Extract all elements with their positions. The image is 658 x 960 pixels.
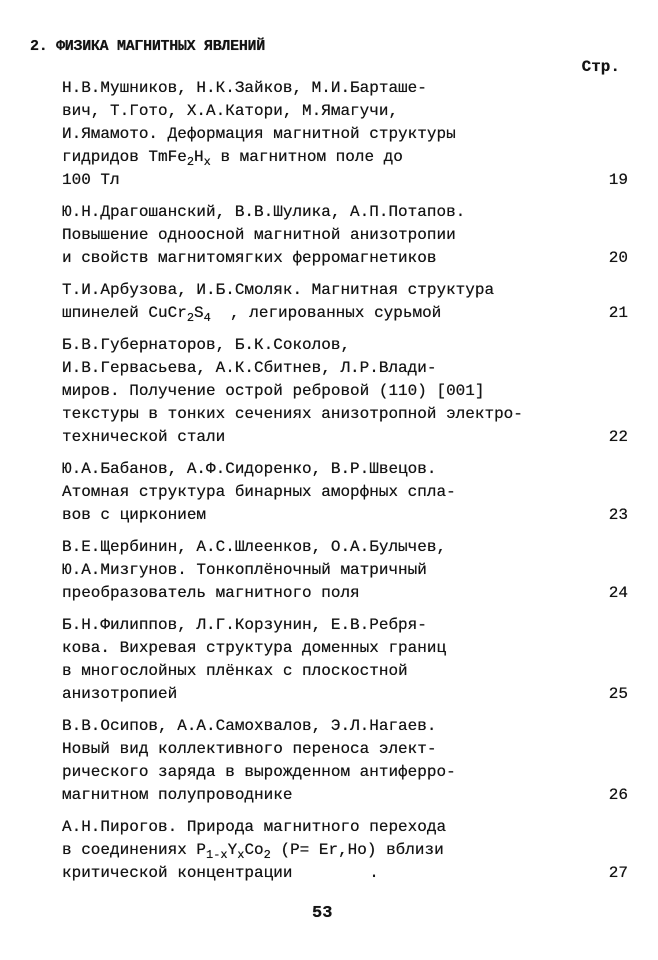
entry-text: Ю.А.Бабанов, А.Ф.Сидоренко, В.Р.Швецов. (62, 460, 437, 478)
entry-line (62, 481, 628, 504)
entry-text: магнитном полупроводнике (62, 786, 293, 804)
entry-page-number: 22 (608, 428, 628, 446)
entry-page-number: 24 (608, 584, 628, 602)
entry-page-number: 23 (608, 506, 628, 524)
entry-text: , легированных сурьмой (210, 304, 442, 322)
subscript-text: x (203, 155, 211, 169)
entry-text: технической стали (62, 428, 226, 446)
entry-line (62, 504, 628, 527)
toc-entry (62, 458, 628, 527)
entry-text: Атомная структура бинарных аморфных спла- (62, 483, 456, 501)
entry-text: В.В.Осипов, А.А.Самохвалов, Э.Л.Нагаев. (62, 717, 437, 735)
entry-line (62, 660, 628, 683)
entry-text: и свойств магнитомягких ферромагнетиков (62, 249, 437, 267)
entry-page-number: 20 (608, 249, 628, 267)
entry-text: (P= Er,Ho) вблизи (270, 841, 444, 859)
subscript-text: 2 (186, 311, 195, 325)
entry-page-number: 21 (608, 304, 628, 322)
entry-line (62, 302, 628, 325)
entry-line (62, 536, 628, 559)
entry-text: А.Н.Пирогов. Природа магнитного перехода (62, 818, 447, 836)
toc-entry (62, 536, 628, 605)
entry-text: Б.В.Губернаторов, Б.К.Соколов, (62, 336, 351, 354)
entry-line (62, 738, 628, 761)
entry-line (62, 224, 628, 247)
page-number: 53 (312, 904, 333, 923)
entry-text: в соединениях P (62, 841, 207, 859)
entry-text: И.Ямамото. Деформация магнитной структуры (62, 125, 456, 143)
entry-line (62, 279, 628, 302)
entry-line (62, 247, 628, 270)
entry-line (62, 380, 628, 403)
entry-line (62, 334, 628, 357)
entry-text: Повышение одноосной магнитной анизотропии (62, 226, 456, 244)
entry-text: Co (244, 841, 264, 859)
toc-entry (62, 77, 628, 192)
entry-line (62, 357, 628, 380)
entry-line (62, 426, 628, 449)
subscript-text: 2 (186, 155, 195, 169)
entry-text: И.В.Гервасьева, А.К.Сбитнев, Л.Р.Влади- (62, 359, 437, 377)
entry-line (62, 100, 628, 123)
subscript-text: 4 (203, 311, 211, 325)
entry-text: вич, Т.Гото, Х.А.Катори, М.Ямагучи, (62, 102, 399, 120)
entry-text: миров. Получение острой ребровой (110) [001] (62, 382, 485, 400)
entry-text: В.Е.Щербинин, А.С.Шлеенков, О.А.Булычев, (62, 538, 447, 556)
entry-line (62, 458, 628, 481)
toc-entry (62, 715, 628, 807)
entry-text: Т.И.Арбузова, И.Б.Смоляк. Магнитная структура (62, 281, 495, 299)
entry-text: гидридов TmFe (62, 148, 187, 166)
subscript-text: 2 (263, 848, 271, 862)
entry-text: преобразователь магнитного поля (62, 584, 360, 602)
entry-line (62, 559, 628, 582)
entry-text: кова. Вихревая структура доменных границ (62, 639, 447, 657)
entry-line (62, 582, 628, 605)
toc-entry (62, 201, 628, 270)
entry-text: вов с цирконием (62, 506, 207, 524)
entry-text: Н.В.Мушников, Н.К.Зайков, М.И.Барташе- (62, 79, 427, 97)
entry-text: в многослойных плёнках с плоскостной (62, 662, 408, 680)
subscript-text: 1-x (206, 848, 228, 862)
entry-text: Ю.А.Мизгунов. Тонкоплёночный матричный (62, 561, 427, 579)
entry-line (62, 683, 628, 706)
entry-text: Ю.Н.Драгошанский, В.В.Шулика, А.П.Потапов. (62, 203, 466, 221)
page-column-label: Стр. (581, 58, 620, 76)
toc-entry (62, 334, 628, 449)
entry-text: S (194, 304, 204, 322)
entry-line (62, 403, 628, 426)
entry-line (62, 201, 628, 224)
entry-text: в магнитном поле до (210, 148, 403, 166)
entry-line (62, 862, 628, 885)
entry-line (62, 839, 628, 862)
entry-text: H (194, 148, 204, 166)
entry-line (62, 761, 628, 784)
toc-entry (62, 614, 628, 706)
entry-page-number: 26 (608, 786, 628, 804)
section-title: 2. ФИЗИКА МАГНИТНЫХ ЯВЛЕНИЙ (30, 38, 265, 55)
entry-line (62, 614, 628, 637)
entry-line (62, 146, 628, 169)
entry-text: анизотропией (62, 685, 178, 703)
entry-line (62, 77, 628, 100)
entry-line (62, 816, 628, 839)
table-of-contents (62, 77, 628, 894)
entry-line (62, 784, 628, 807)
entry-text: Y (227, 841, 238, 859)
entry-line (62, 637, 628, 660)
entry-page-number: 25 (608, 685, 628, 703)
entry-page-number: 27 (608, 864, 628, 882)
entry-text: 100 Тл (62, 171, 120, 189)
toc-entry (62, 816, 628, 885)
toc-entry (62, 279, 628, 325)
entry-text: Б.Н.Филиппов, Л.Г.Корзунин, Е.В.Ребря- (62, 616, 427, 634)
entry-page-number: 19 (608, 171, 628, 189)
entry-text: шпинелей CuCr (62, 304, 187, 322)
entry-text: Новый вид коллективного переноса элект- (62, 740, 437, 758)
entry-text: текстуры в тонких сечениях анизотропной электро- (62, 405, 523, 423)
entry-line (62, 715, 628, 738)
entry-line (62, 123, 628, 146)
entry-text: критической концентрации . (62, 864, 379, 882)
entry-line (62, 169, 628, 192)
subscript-text: x (237, 848, 245, 862)
entry-text: рического заряда в вырожденном антиферро- (62, 763, 456, 781)
